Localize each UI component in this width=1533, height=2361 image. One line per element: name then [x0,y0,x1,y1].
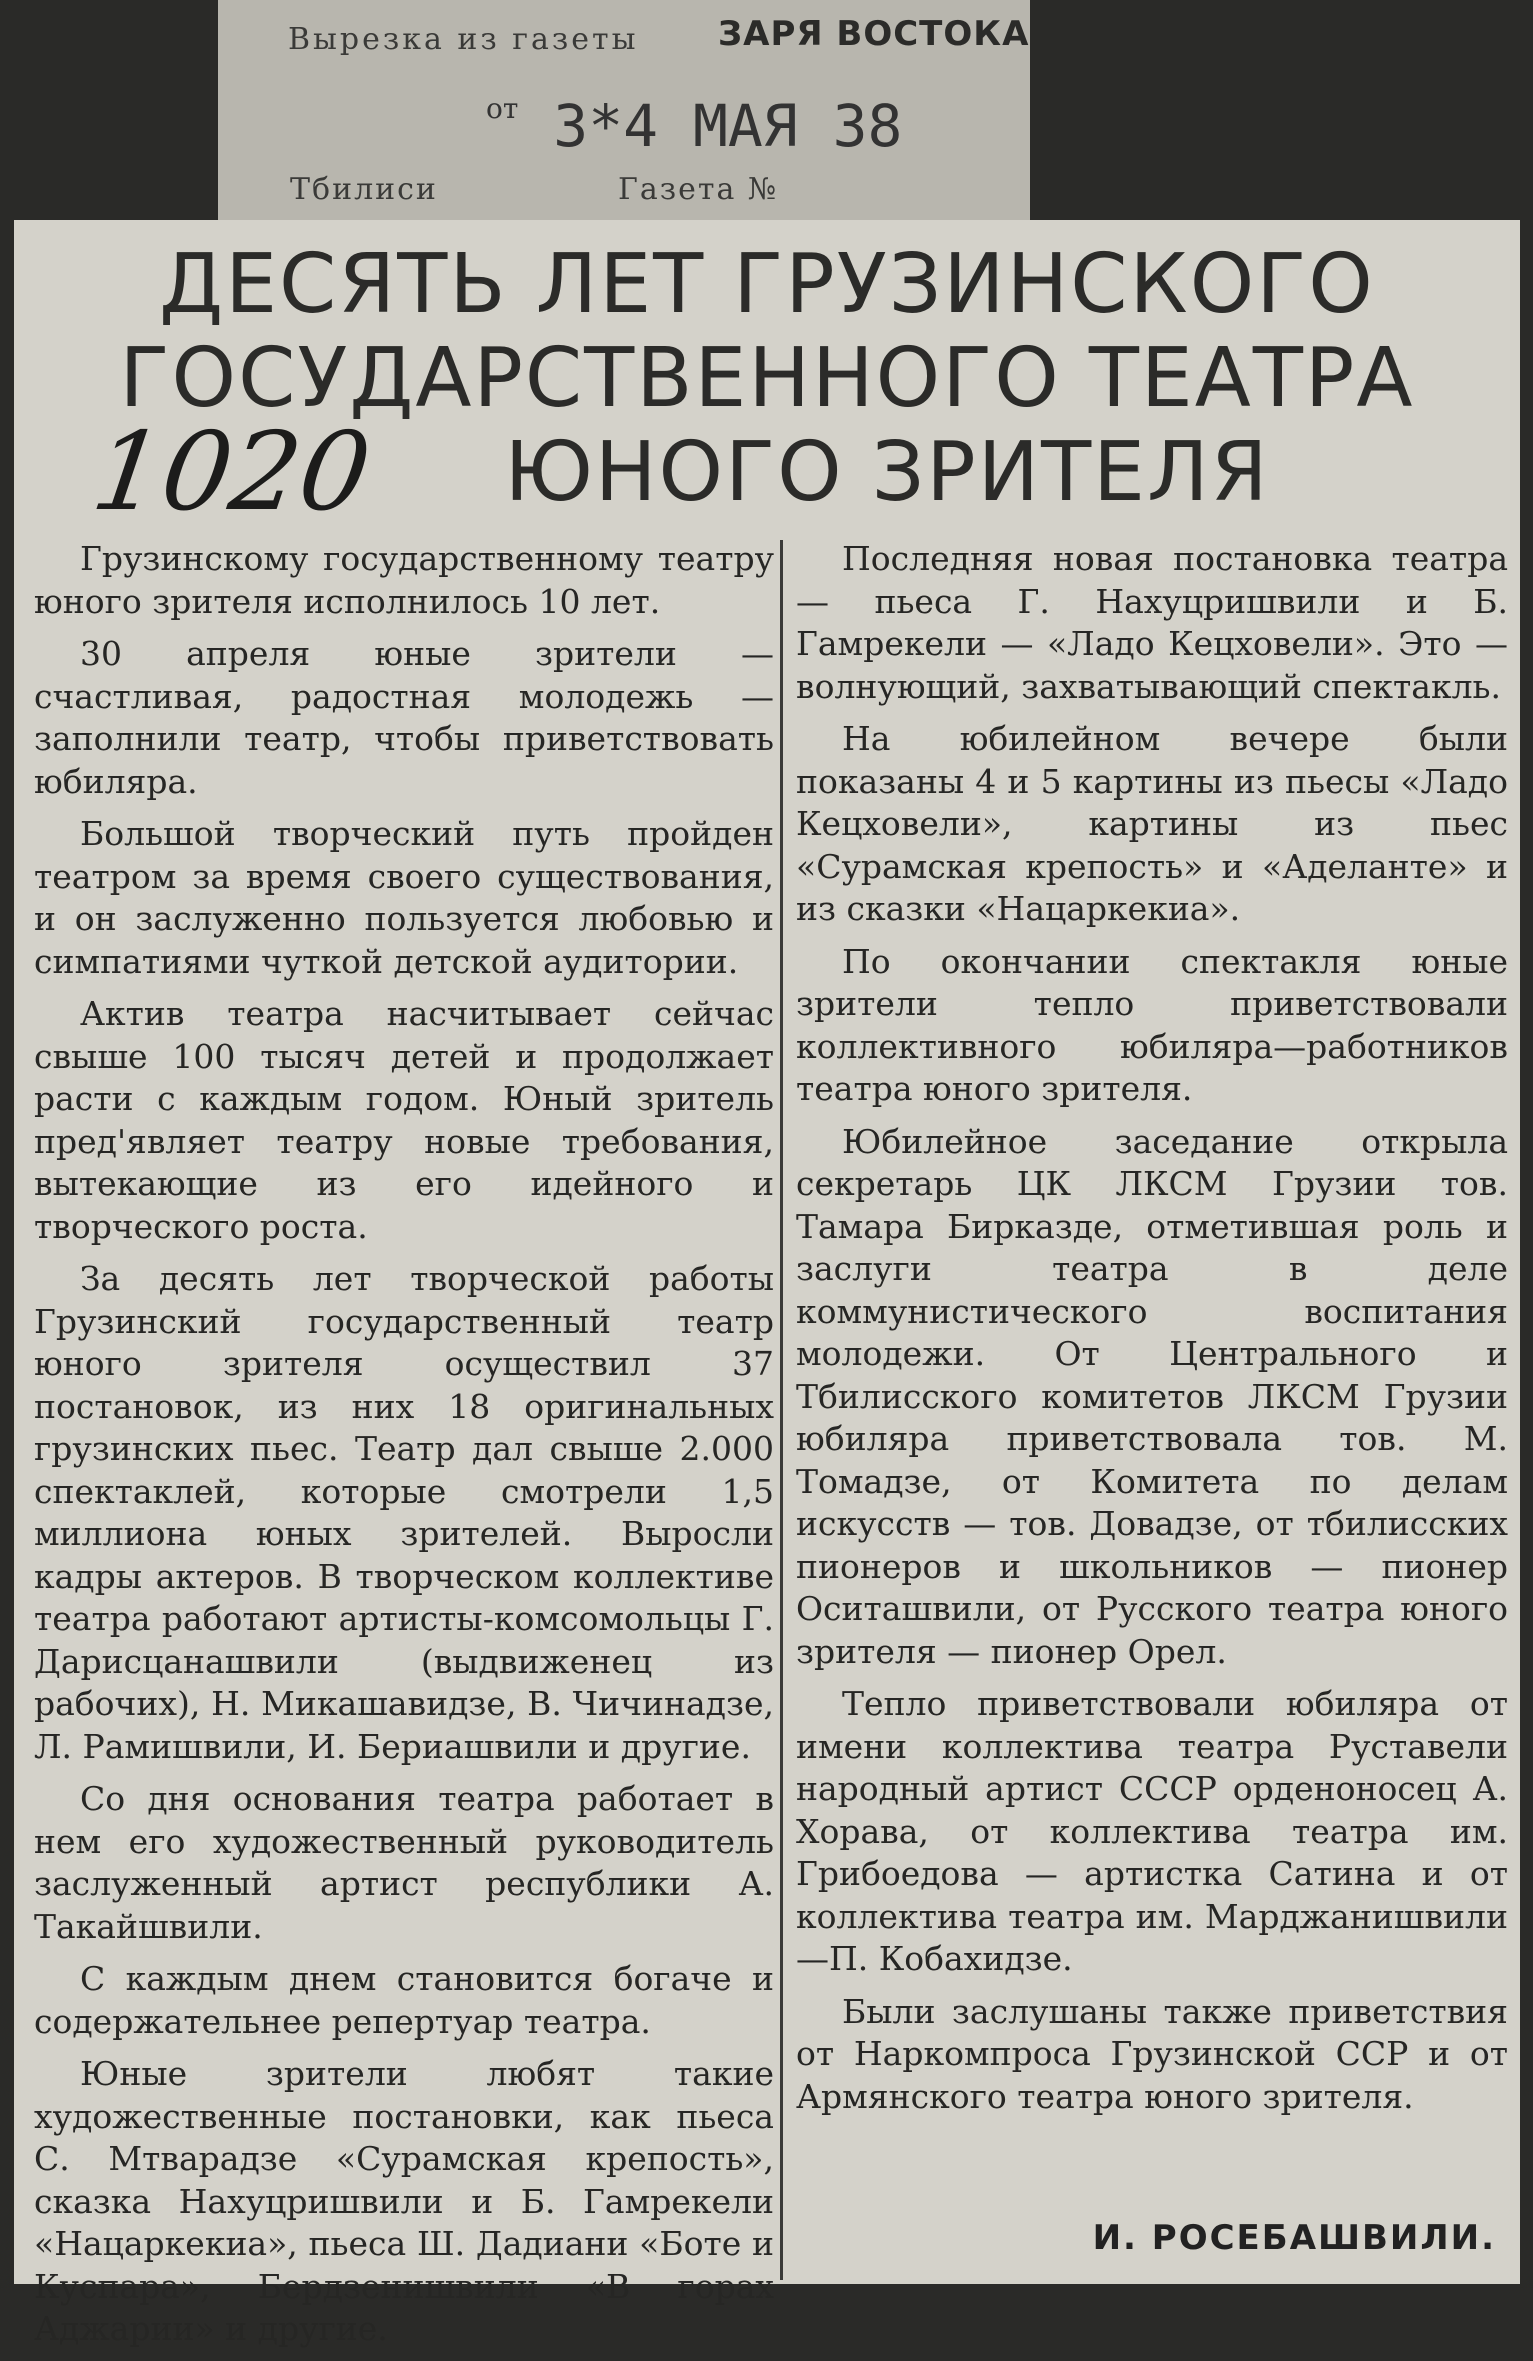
paragraph: Были заслушаны также приветствия от Наркомпроса Грузинской ССР и от Армянского театра юного зрителя. [796,1991,1508,2116]
paragraph: Юные зрители любят такие художественные постановки, как пьеса С. Мтварадзе «Сурамская крепость», сказка Нахуцришвили и Б. Гамрекели «Нацаркекиа», пьеса Ш. Дадиани «Боте и Куспара», Бердзенишвили «В горах Аджарии» и другие. [34,2054,774,2348]
paragraph: Со дня основания театра работает в нем его художественный руководитель заслуженный артист республики А. Такайшвили. [34,1779,774,1946]
paragraph: Юбилейное заседание открыла секретарь ЦК ЛКСМ Грузии тов. Тамара Бирказде, отметившая роль и заслуги театра в деле коммунистического воспитания молодежи. От Центрального и Тбилисского комитетов ЛКСМ Грузии юбиляра приветствовала тов. М. Томадзе, от Комитета по делам искусств — тов. Довадзе, от тбилисских пионеров и школьников — пионер Оситашвили, от Русского театра юного зрителя — пионер Орел. [796,1121,1508,1671]
date-prefix: от [486,92,519,125]
clipping-label: Вырезка из газеты [288,22,639,57]
date-value: 3*4 МАЯ 38 [553,92,903,160]
newspaper-name: ЗАРЯ ВОСТОКА [718,14,1030,54]
paragraph: Грузинскому государственному театру юного зрителя исполнилось 10 лет. [34,539,774,621]
paragraph: 30 апреля юные зрители — счастливая, радостная молодежь — заполнили театр, чтобы приветствовать юбиляра. [34,634,774,801]
right-column [796,538,1508,2128]
gazeta-number-label: Газета № [618,172,779,207]
paragraph: С каждым днем становится богаче и содержательнее репертуар театра. [34,1959,774,2041]
paragraph: По окончании спектакля юные зрители тепло приветствовали коллективного юбиляра—работников театра юного зрителя. [796,941,1508,1108]
newspaper-article [14,220,1520,2348]
left-column [34,538,774,2361]
clipping-date [486,92,902,160]
column-divider [780,540,783,2280]
paragraph: Тепло приветствовали юбиляра от имени коллектива театра Руставели народный артист СССР орденоносец А. Хорава, от коллектива театра им. Грибоедова — артистка Сатина и от коллектива театра им. Марджанишвили—П. Кобахидзе. [796,1684,1508,1978]
author-signature: И. РОСЕБАШВИЛИ. [1092,2218,1496,2258]
paragraph: На юбилейном вечере были показаны 4 и 5 картины из пьесы «Ладо Кецховели», картины из пьес «Сурамская крепость» и «Аделанте» и из сказки «Нацаркекиа». [796,719,1508,928]
city-label: Тбилиси [290,172,438,207]
paragraph: Актив театра насчитывает сейчас свыше 100 тысяч детей и продолжает расти с каждым годом. Юный зритель пред'являет театру новые требования, вытекающие из его идейного и творческого роста. [34,994,774,1246]
headline-line-3: ЮНОГО ЗРИТЕЛЯ [504,425,1270,520]
paragraph: За десять лет творческой работы Грузинский государственный театр юного зрителя осуществил 37 постановок, из них 18 оригинальных грузинских пьес. Театр дал свыше 2.000 спектаклей, которые смотрели 1,5 миллиона юных зрителей. Выросли кадры актеров. В творческом коллективе театра работают артисты-комсомольцы Г. Дарисцанашвили (выдвиженец из рабочих), Н. Микашавидзе, В. Чичинадзе, Л. Рамишвили, И. Бериашвили и другие. [34,1259,774,1766]
clipping-stub [218,0,1030,238]
paragraph: Большой творческий путь пройден театром за время своего существования, и он заслуженно пользуется любовью и симпатиями чуткой детской аудитории. [34,814,774,981]
headline-line-1: ДЕСЯТЬ ЛЕТ ГРУЗИНСКОГО [159,237,1375,332]
paragraph: Последняя новая постановка театра — пьеса Г. Нахуцришвили и Б. Гамрекели — «Ладо Кецховели». Это — волнующий, захватывающий спектакль. [796,539,1508,706]
handwritten-note: 1020 [85,410,378,535]
headline-line-2: ГОСУДАРСТВЕННОГО ТЕАТРА [119,331,1415,426]
